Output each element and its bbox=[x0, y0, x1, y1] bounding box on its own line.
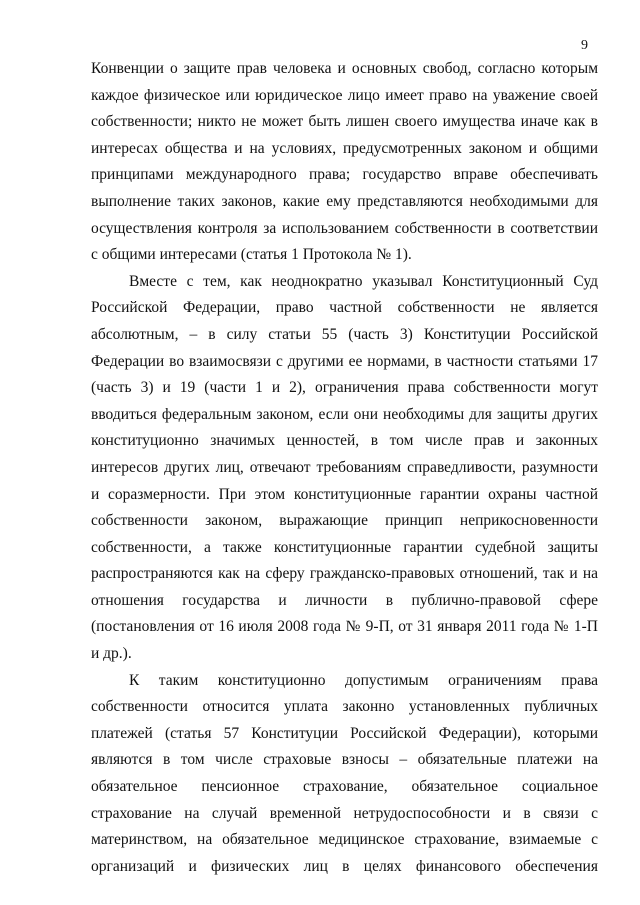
text-line: Конвенции о защите прав человека и основных свобод, согласно которым bbox=[91, 60, 598, 77]
body-text bbox=[91, 56, 598, 880]
text-line: выполнение таких законов, какие ему представляются необходимыми для bbox=[91, 192, 598, 210]
text-line: интересах общества и на условиях, предусмотренных законом и общими bbox=[91, 139, 598, 157]
text-line: конституционно значимых ценностей, в том числе прав и законных bbox=[91, 432, 598, 450]
text-line: осуществления контроля за использованием собственности в соответствии bbox=[91, 219, 598, 237]
text-line: и соразмерности. При этом конституционные гарантии охраны частной bbox=[91, 485, 598, 503]
text-line: Федерации во взаимосвязи с другими ее нормами, в частности статьями 17 bbox=[91, 352, 598, 370]
paragraph-first-line: Вместе с тем, как неоднократно указывал Конституционный Суд bbox=[129, 272, 598, 290]
text-line: (постановления от 16 июля 2008 года № 9-П, от 31 января 2011 года № 1-П bbox=[91, 618, 598, 636]
text-line: с общими интересами (статья 1 Протокола № 1). bbox=[91, 246, 412, 264]
text-line: отношения государства и личности в публично-правовой сфере bbox=[91, 591, 598, 609]
text-line: каждое физическое или юридическое лицо имеет право на уважение своей bbox=[91, 86, 598, 104]
text-line: принципами международного права; государство вправе обеспечивать bbox=[91, 166, 598, 184]
page-number: 9 bbox=[581, 38, 588, 53]
text-line: организаций и физических лиц в целях финансового обеспечения bbox=[91, 857, 598, 875]
text-line: собственности, а также конституционные гарантии судебной защиты bbox=[91, 538, 598, 556]
paragraph-first-line: К таким конституционно допустимым ограничениям права bbox=[129, 671, 598, 689]
text-line: собственности; никто не может быть лишен своего имущества иначе как в bbox=[91, 113, 598, 131]
text-line: собственности относится уплата законно установленных публичных bbox=[91, 698, 598, 716]
text-line: обязательное пенсионное страхование, обязательное социальное bbox=[91, 778, 598, 796]
text-line: и др.). bbox=[91, 645, 132, 663]
text-line: (часть 3) и 19 (части 1 и 2), ограничения права собственности могут bbox=[91, 379, 598, 397]
text-line: страхование на случай временной нетрудоспособности и в связи с bbox=[91, 804, 598, 822]
text-line: являются в том числе страховые взносы – обязательные платежи на bbox=[91, 751, 598, 769]
text-line: платежей (статья 57 Конституции Российской Федерации), которыми bbox=[91, 724, 598, 742]
text-line: собственности законом, выражающие принцип неприкосновенности bbox=[91, 512, 598, 530]
text-line: распространяются как на сферу гражданско-правовых отношений, так и на bbox=[91, 565, 598, 583]
text-line: вводиться федеральным законом, если они необходимы для защиты других bbox=[91, 405, 598, 423]
text-line: Российской Федерации, право частной собственности не является bbox=[91, 299, 598, 317]
text-line: интересов других лиц, отвечают требованиям справедливости, разумности bbox=[91, 458, 598, 476]
text-line: абсолютным, – в силу статьи 55 (часть 3) Конституции Российской bbox=[91, 325, 598, 343]
text-line: материнством, на обязательное медицинское страхование, взимаемые с bbox=[91, 831, 598, 849]
